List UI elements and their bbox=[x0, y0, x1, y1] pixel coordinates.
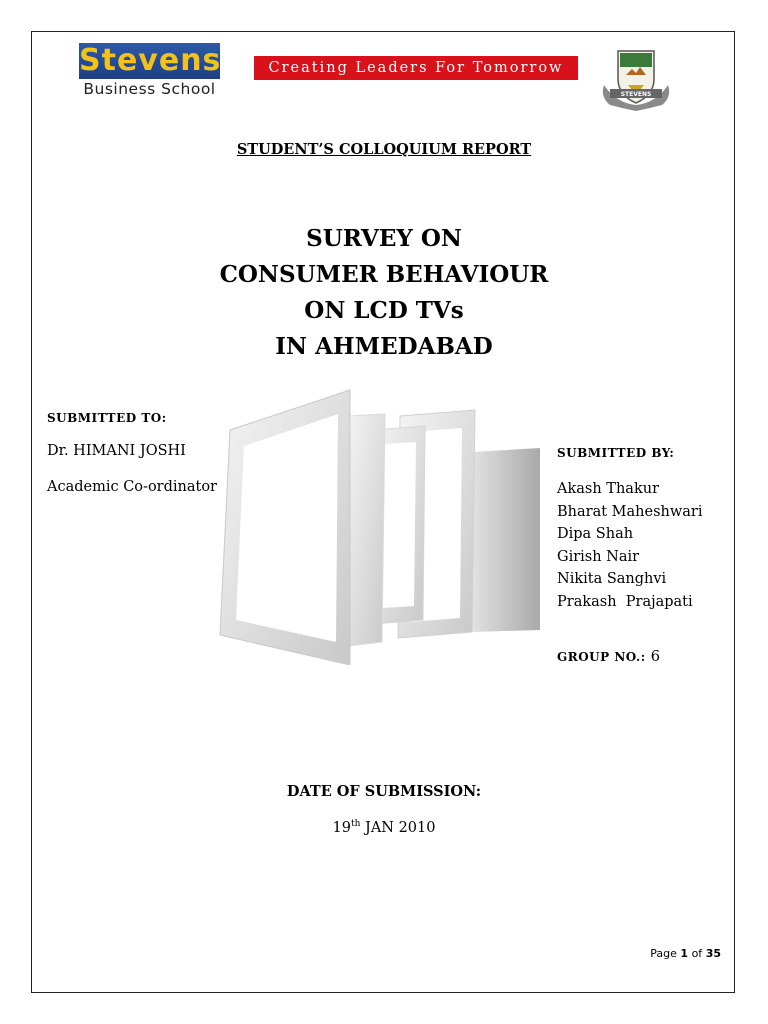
member-name: Nikita Sanghvi bbox=[557, 571, 667, 588]
member-name: Dipa Shah bbox=[557, 526, 634, 543]
title-line-1: SURVEY ON bbox=[306, 225, 462, 252]
of-word: of bbox=[691, 947, 703, 960]
group-number bbox=[557, 646, 660, 665]
member-name: Akash Thakur bbox=[557, 481, 660, 497]
crest-text: STEVENS bbox=[620, 91, 652, 98]
member-name: Prakash Prajapati bbox=[557, 593, 693, 610]
total-pages: 35 bbox=[705, 947, 721, 960]
page-number bbox=[650, 947, 721, 960]
crest-icon bbox=[596, 45, 676, 113]
date-month-year: JAN 2010 bbox=[360, 819, 436, 836]
submission-date-label: DATE OF SUBMISSION: bbox=[286, 783, 482, 800]
tagline-banner: Creating Leaders For Tomorrow bbox=[254, 56, 578, 80]
page-word: Page bbox=[650, 947, 677, 960]
report-heading: STUDENT’S COLLOQUIUM REPORT bbox=[236, 141, 532, 158]
submitted-by-label: SUBMITTED BY: bbox=[557, 446, 675, 460]
current-page: 1 bbox=[680, 947, 689, 960]
date-suffix: th bbox=[350, 819, 361, 829]
group-value: 6 bbox=[650, 649, 660, 665]
submission-date bbox=[0, 819, 768, 836]
member-name: Bharat Maheshwari bbox=[557, 503, 703, 520]
title-line-4: IN AHMEDABAD bbox=[275, 333, 493, 360]
title-line-2: CONSUMER BEHAVIOUR bbox=[219, 261, 549, 288]
submitted-to-label: SUBMITTED TO: bbox=[47, 411, 167, 425]
logo-word: Stevens bbox=[79, 43, 222, 78]
supervisor-name: Dr. HIMANI JOSHI bbox=[47, 443, 186, 459]
stevens-logo bbox=[79, 43, 220, 98]
supervisor-role: Academic Co-ordinator bbox=[47, 479, 217, 495]
member-list bbox=[557, 478, 702, 614]
lcd-tv-frames-illustration bbox=[210, 380, 560, 665]
logo-subtitle: Business School bbox=[83, 80, 216, 98]
title-line-3: ON LCD TVs bbox=[304, 297, 464, 324]
member-name: Girish Nair bbox=[557, 548, 640, 565]
date-day: 19 bbox=[332, 819, 351, 836]
group-label: GROUP NO.: bbox=[557, 650, 646, 664]
